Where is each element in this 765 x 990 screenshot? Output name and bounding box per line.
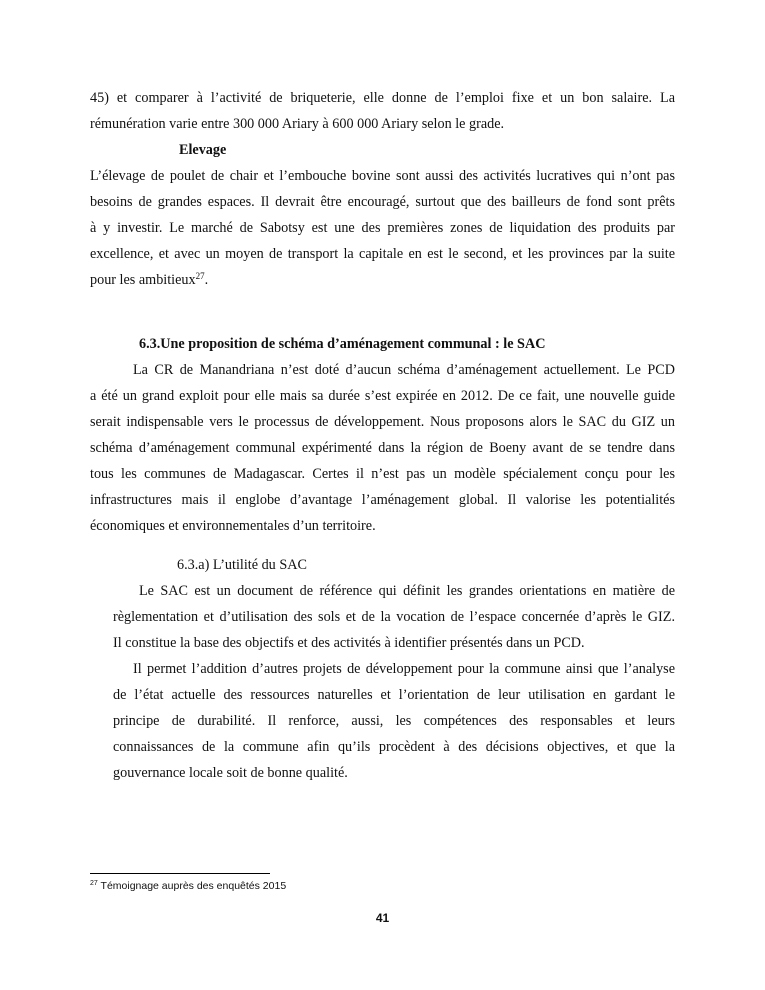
body-line: Le SAC est un document de référence qui définit les grandes orientations en matière de (139, 583, 675, 599)
body-line: L’élevage de poulet de chair et l’embouche bovine sont aussi des activités lucratives qui n’ont pas (90, 168, 675, 184)
body-line: infrastructures mais il englobe d’avantage l’aménagement global. Il valorise les potentialités (90, 492, 675, 508)
body-line: connaissances de la commune afin qu’ils procèdent à des décisions objectives, et que la (113, 739, 675, 755)
body-line: gouvernance locale soit de bonne qualité. (113, 765, 348, 781)
body-line: La CR de Manandriana n’est doté d’aucun schéma d’aménagement actuellement. Le PCD (133, 362, 675, 378)
body-line: tous les communes de Madagascar. Certes il n’est pas un modèle spécialement conçu pour les (90, 466, 675, 482)
subsection-heading: 6.3.a) L’utilité du SAC (177, 557, 307, 573)
page-number: 41 (375, 911, 390, 925)
body-line: Il permet l’addition d’autres projets de développement pour la commune ainsi que l’analyse (133, 661, 675, 677)
footnote-number: 27 (90, 880, 98, 887)
footnote-reference[interactable]: 27 (195, 271, 205, 281)
subheading-elevage: Elevage (179, 142, 227, 158)
body-line: Il constitue la base des objectifs et des activités à identifier présentés dans un PCD. (113, 635, 585, 651)
body-text: . (204, 272, 209, 288)
body-line (90, 270, 208, 290)
body-line: rémunération varie entre 300 000 Ariary à 600 000 Ariary selon le grade. (90, 116, 505, 132)
body-line: excellence, et avec un moyen de transport la capitale en est le second, et les provinces par la suite (90, 246, 675, 262)
body-line: 45) et comparer à l’activité de briqueterie, elle donne de l’emploi fixe et un bon salaire. La (90, 90, 675, 106)
body-line: serait indispensable vers le processus de développement. Nous proposons alors le SAC du GIZ un (90, 414, 675, 430)
body-line: a été un grand exploit pour elle mais sa durée s’est expirée en 2012. De ce fait, une nouvelle guide (90, 388, 675, 404)
body-line: schéma d’aménagement communal expérimenté dans la région de Boeny avant de se tendre dans (90, 440, 675, 456)
footnote (90, 879, 286, 893)
body-line: principe de durabilité. Il renforce, aussi, les compétences des responsables et leurs (113, 713, 675, 729)
body-line: à y investir. Le marché de Sabotsy est une des premières zones de liquidation des produits par (90, 220, 675, 236)
footnote-separator (90, 873, 270, 874)
body-line: économiques et environnementales d’un territoire. (90, 518, 376, 534)
body-line: de l’état actuelle des ressources naturelles et l’orientation de leur utilisation en gardant le (113, 687, 675, 703)
body-text: pour les ambitieux (90, 272, 196, 288)
footnote-text: Témoignage auprès des enquêtés 2015 (97, 880, 287, 892)
section-heading: 6.3.Une proposition de schéma d’aménagement communal : le SAC (139, 336, 546, 352)
body-line: besoins de grandes espaces. Il devrait être encouragé, surtout que des bailleurs de fond sont prêts (90, 194, 675, 210)
body-line: règlementation et d’utilisation des sols et de la vocation de l’espace concernée d’après le GIZ. (113, 609, 675, 625)
